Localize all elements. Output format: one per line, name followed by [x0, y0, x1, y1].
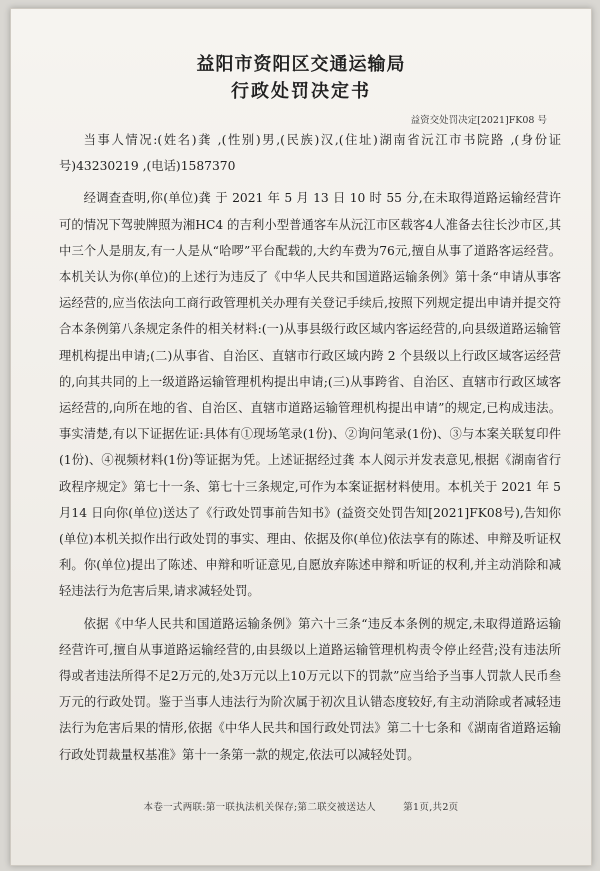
- agency-title: 益阳市资阳区交通运输局: [196, 54, 406, 75]
- document-page: [10, 8, 592, 866]
- document-number: 益资交处罚决定[2021]FK08 号: [410, 115, 547, 126]
- document-body: [59, 127, 561, 768]
- page-footer: [11, 799, 591, 813]
- copies-note: 本卷一式两联:第一联执法机关保存;第二联交被送达人: [143, 802, 376, 813]
- document-title: 行政处罚决定书: [231, 81, 371, 102]
- party-info-paragraph: 当事人情况:(姓名)龚 ,(性别)男,(民族)汉,(住址)湖南省沅江市书院路 ,(身份证号)43230219 ,(电话)1587370: [59, 133, 561, 174]
- page-number: 第1页,共2页: [403, 802, 459, 813]
- finding-paragraph: 经调查查明,你(单位)龚 于 2021 年 5 月 13 日 10 时 55 分,在未取得道路运输经营许可的情况下驾驶牌照为湘HC4 的吉利小型普通客车从沅江市区载客4人准备去往长沙市区,其中三个人是朋友,有一人是从“哈啰”平台配载的,大约车费为76元,擅自从事了道路客运经营。本机关认为你(单位)的上述行为违反了《中华人民共和国道路运输条例》第十条“申请从事客运经营的,应当依法向工商行政管理机关办理有关登记手续后,按照下列规定提出申请并提交符合本条例第八条规定条件的相关材料:(一)从事县级行政区域内客运经营的,向县级道路运输管理机构提出申请;(二)从事省、自治区、直辖市行政区域内跨 2 个县级以上行政区域客运经营的,向其共同的上一级道路运输管理机构提出申请;(三)从事跨省、自治区、直辖市行政区域客运经营的,向所在地的省、自治区、直辖市道路运输管理机构提出申请”的规定,已构成违法。事实清楚,有以下证据佐证:具体有①现场笔录(1份)、②询问笔录(1份)、③与本案关联复印件(1份)、④视频材料(1份)等证据为凭。上述证据经过龚 本人阅示并发表意见,根据《湖南省行政程序规定》第七十一条、第七十三条规定,可作为本案证据材料使用。本机关于 2021 年 5 月14 日向你(单位)送达了《行政处罚事前告知书》(益资交处罚告知[2021]FK08号),告知你(单位)本机关拟作出行政处罚的事实、理由、依据及你(单位)依法享有的陈述、申辩及听证权利。你(单位)提出了陈述、申辩和听证意见,自愿放弃陈述申辩和听证的权利,并主动消除和减轻违法行为危害后果,请求减轻处罚。: [59, 191, 561, 599]
- decision-paragraph: 依据《中华人民共和国道路运输条例》第六十三条“违反本条例的规定,未取得道路运输经营许可,擅自从事道路运输经营的,由县级以上道路运输管理机构责令停止经营;没有违法所得或者违法所得不足2万元的,处3万元以上10万元以下的罚款”应当给予当事人罚款人民币叁万元的行政处罚。鉴于当事人违法行为阶次属于初次且认错态度较好,有主动消除或者减轻违法行为危害后果的情形,依据《中华人民共和国行政处罚法》第二十七条和《湖南省道路运输行政处罚裁量权基准》第十一条第一款的规定,依法可以减轻处罚。: [59, 616, 561, 762]
